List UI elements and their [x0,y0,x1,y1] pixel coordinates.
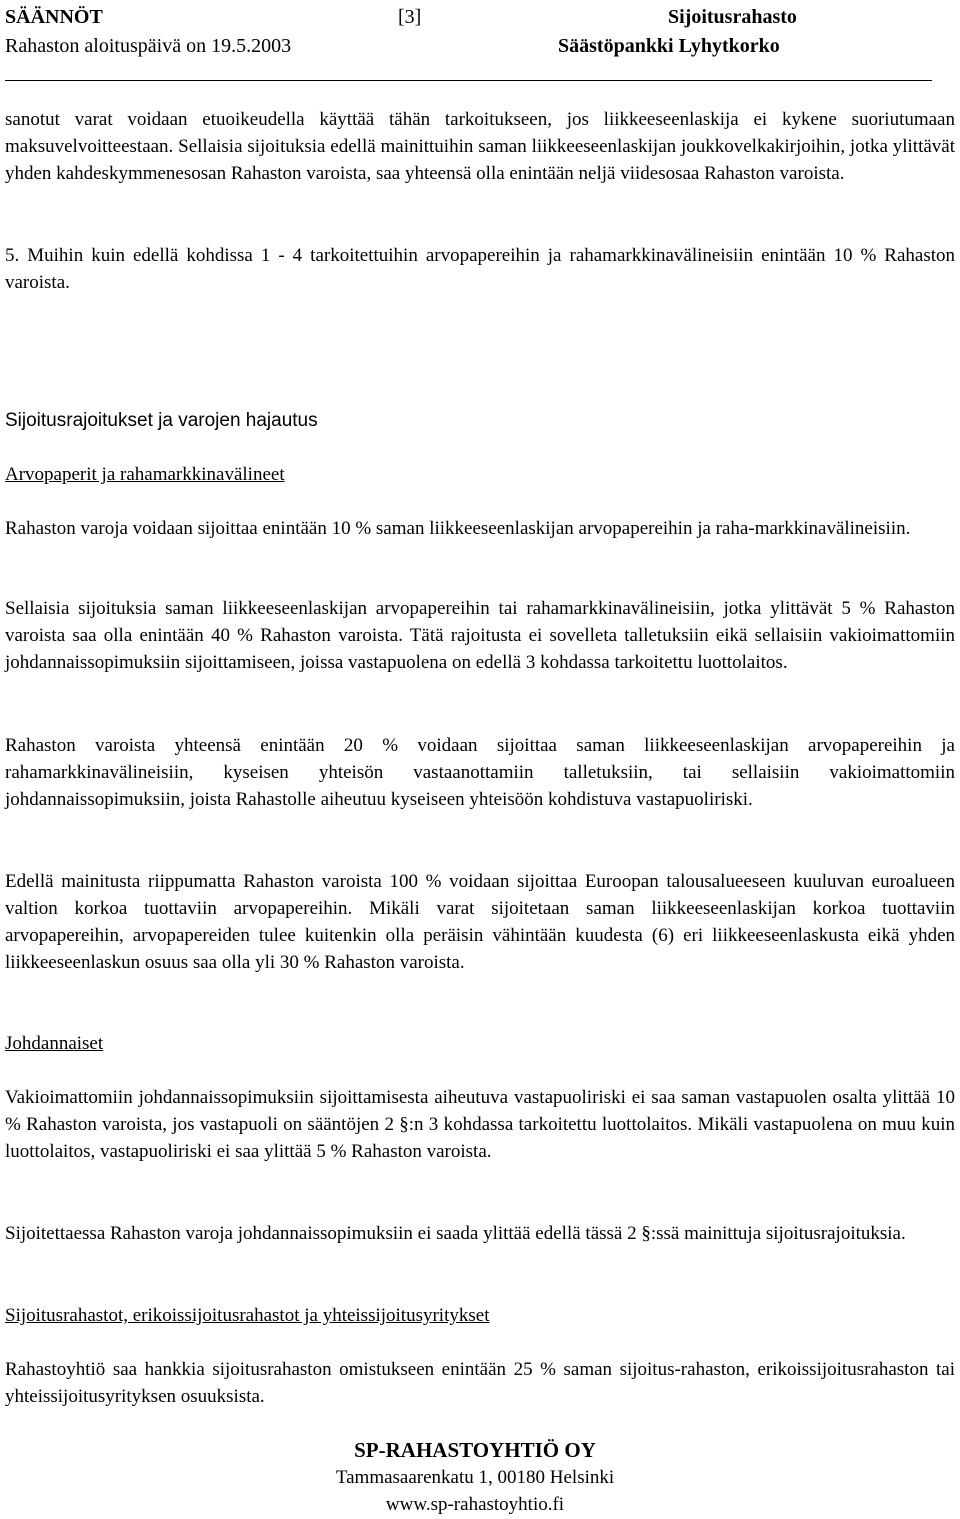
footer [0,1437,950,1518]
header-divider [5,80,932,81]
start-date: Rahaston aloituspäivä on 19.5.2003 [5,35,292,57]
paragraph-3: Rahaston varoja voidaan sijoittaa enintään 10 % saman liikkeeseenlaskijan arvopapereihin ja raha-markkinavälineisiin. [5,518,911,539]
subheading-derivatives: Johdannaiset [5,1033,104,1054]
header-row-2 [5,33,955,59]
paragraph-2: 5. Muihin kuin edellä kohdissa 1 - 4 tarkoitettuihin arvopapereihin ja rahamarkkinavälineisiin enintään 10 % Rahaston varoista. [5,245,955,293]
page-number: [3] [398,6,422,28]
paragraph-8: Sijoitettaessa Rahaston varoja johdannaissopimuksiin ei saada ylittää edellä tässä 2 §:ssä mainittuja sijoitusrajoituksia. [5,1223,906,1244]
footer-company: SP-RAHASTOYHTIÖ OY [354,1438,596,1462]
fund-type: Sijoitusrahasto [668,6,797,28]
subheading-securities: Arvopaperit ja rahamarkkinavälineet [5,464,285,485]
footer-website: www.sp-rahastoyhtio.fi [385,1494,565,1515]
subheading-funds: Sijoitusrahastot, erikoissijoitusrahastot ja yhteissijoitusyritykset [5,1305,490,1326]
paragraph-5: Rahaston varoista yhteensä enintään 20 % voidaan sijoittaa saman liikkeeseenlaskijan arvopapereihin ja rahamarkkinavälineisiin, kyseisen yhteisön vastaanottamiin talletuksiin, tai sellaisiin vakioimattomiin johdannaissopimuksiin, joista Rahastolle aiheutuu kyseiseen yhteisöön kohdistuva vastapuoliriski. [5,735,955,810]
subheading-3-wrap [5,1302,955,1329]
paragraph-4: Sellaisia sijoituksia saman liikkeeseenlaskijan arvopapereihin tai rahamarkkinavälineisiin, jotka ylittävät 5 % Rahaston varoista saa olla enintään 40 % Rahaston varoista. Tätä rajoitusta ei sovelleta talletuksiin eikä sellaisiin vakioimattomiin johdannaissopimuksiin sijoittamiseen, joissa vastapuolena on edellä 3 kohdassa tarkoitettu luottolaitos. [5,598,955,673]
section-heading: Sijoitusrajoitukset ja varojen hajautus [5,410,318,431]
doc-title: SÄÄNNÖT [5,6,103,28]
subheading-1-wrap [5,461,955,488]
paragraph-7: Vakioimattomiin johdannaissopimuksiin sijoittamisesta aiheutuva vastapuoliriski ei saa saman vastapuolen osalta ylittää 10 % Rahaston varoista, jos vastapuoli on sääntöjen 2 §:n 3 kohdassa tarkoitettu luottolaitos. Mikäli vastapuolena on muu kuin luottolaitos, vastapuoliriski ei saa ylittää 5 % Rahaston varoista. [5,1087,955,1162]
paragraph-1: sanotut varat voidaan etuoikeudella käyttää tähän tarkoitukseen, jos liikkeeseenlaskija ei kykene suoriutumaan maksuvelvoitteestaan. Sellaisia sijoituksia edellä mainittuihin saman liikkeeseenlaskijan joukkovelkakirjoihin, jotka ylittävät yhden kahdeskymmenesosan Rahaston varoista, saa yhteensä olla enintään neljä viidesosaa Rahaston varoista. [5,109,955,184]
paragraph-6: Edellä mainitusta riippumatta Rahaston varoista 100 % voidaan sijoittaa Euroopan talousalueeseen kuuluvan euroalueen valtion korkoa tuottaviin arvopapereihin. Mikäli varat sijoitetaan saman liikkeeseenlaskijan korkoa tuottaviin arvopapereihin, arvopapereiden tulee kuitenkin olla peräisin vähintään kuudesta (6) eri liikkeeseenlaskusta eikä yhden liikkeeseenlaskun osuus saa olla yli 30 % Rahaston varoista. [5,871,955,973]
fund-name: Säästöpankki Lyhytkorko [558,35,780,57]
header-row-1 [5,4,955,30]
footer-address: Tammasaarenkatu 1, 00180 Helsinki [335,1467,615,1488]
subheading-2-wrap [5,1030,955,1057]
paragraph-9: Rahastoyhtiö saa hankkia sijoitusrahaston omistukseen enintään 25 % saman sijoitus-rahaston, erikoissijoitusrahaston tai yhteissijoitusyrityksen osuuksista. [5,1359,955,1407]
